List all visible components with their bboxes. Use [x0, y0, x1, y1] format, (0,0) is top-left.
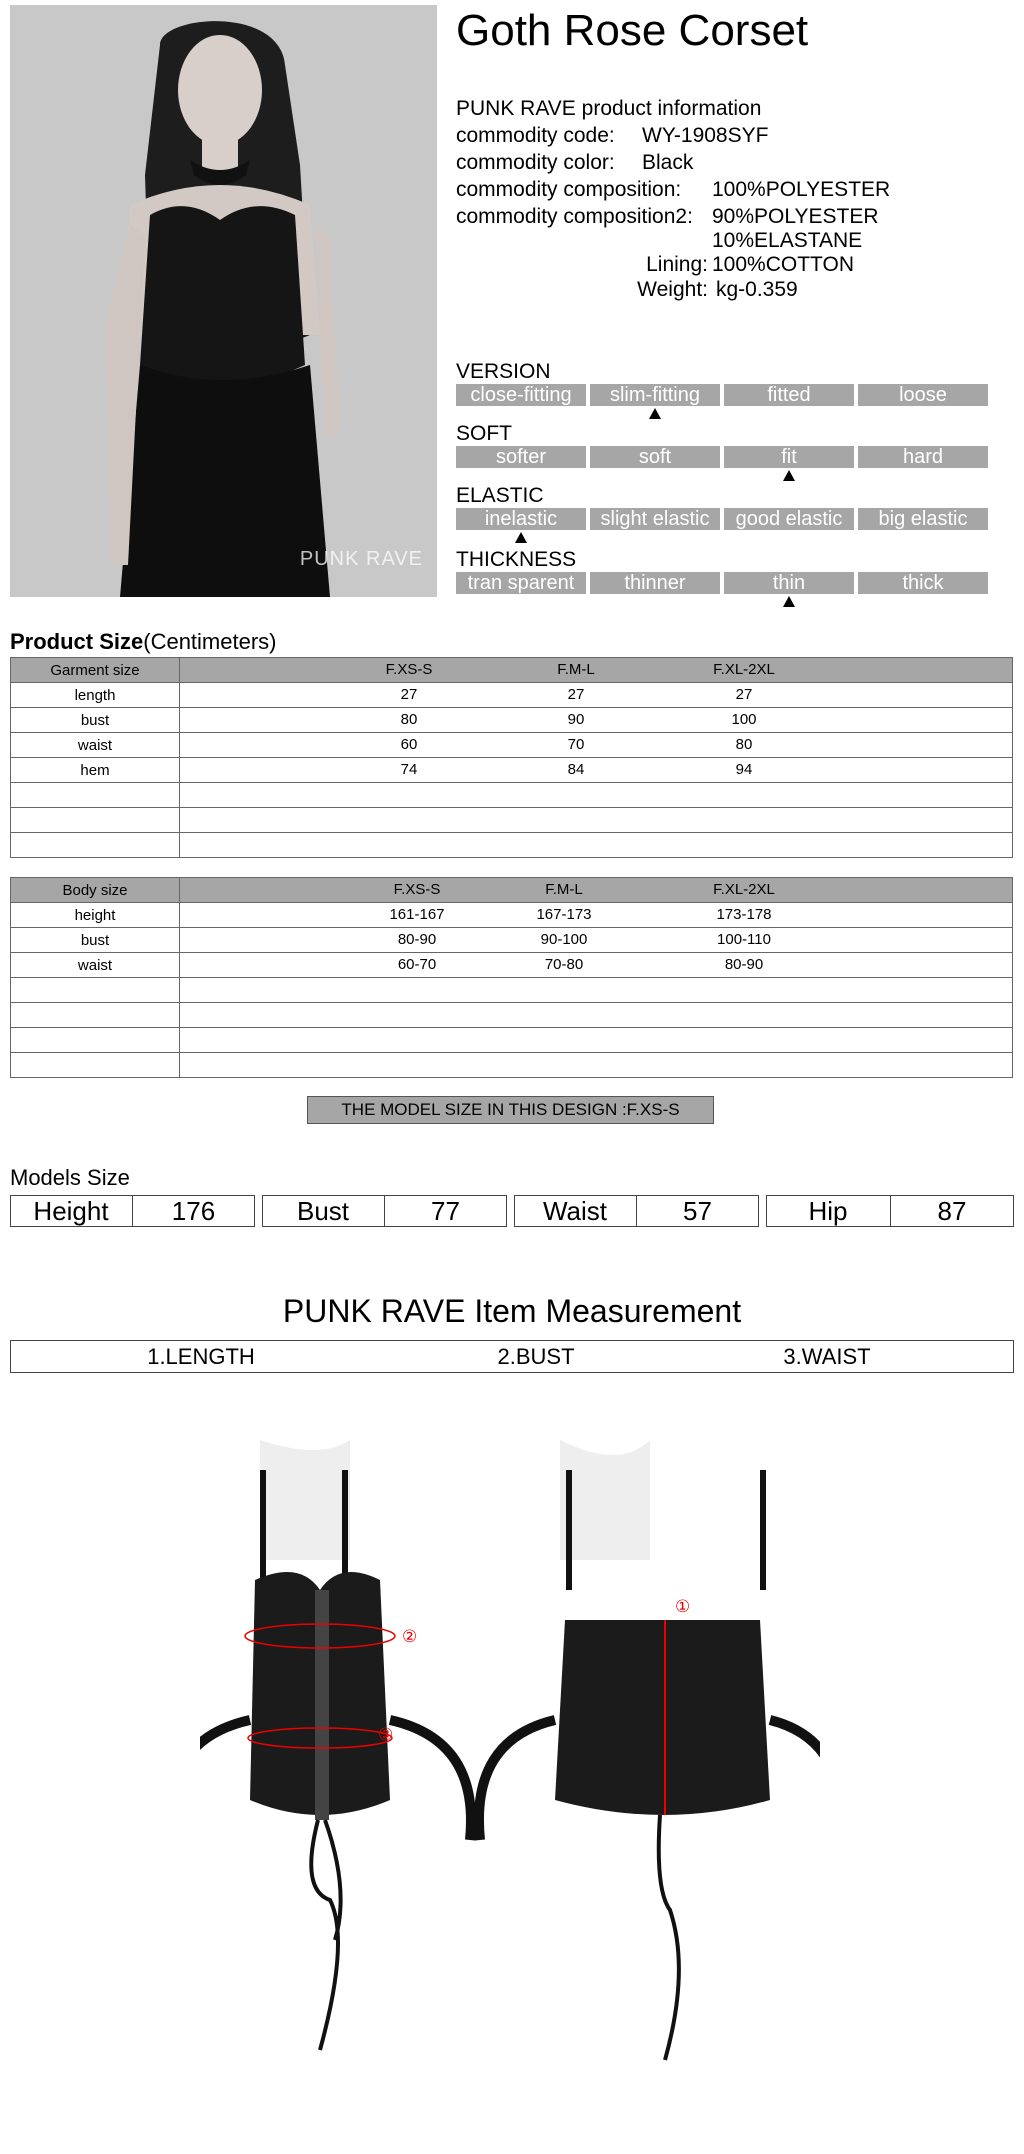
scale-option: hard	[858, 446, 988, 468]
table-row-empty	[11, 833, 1013, 858]
selected-marker-icon	[783, 596, 795, 607]
size-header: F.M-L	[557, 661, 595, 678]
scale-option: loose	[858, 384, 988, 406]
row-label: bust	[11, 928, 180, 953]
scale-option: thinner	[590, 572, 720, 594]
table-header-row	[11, 878, 1013, 903]
table-row: length 27 27 27	[11, 683, 1013, 708]
size-header: F.XS-S	[385, 661, 433, 678]
scale-soft	[456, 422, 990, 468]
table-row-empty	[11, 1053, 1013, 1078]
model-measure-height: Height 176	[10, 1195, 255, 1227]
product-size-heading	[10, 629, 277, 655]
row-label: waist	[11, 733, 180, 758]
scale-option: soft	[590, 446, 720, 468]
scale-option: thick	[858, 572, 988, 594]
selected-marker-icon	[515, 532, 527, 543]
table-row: height 161-167 167-173 173-178	[11, 903, 1013, 928]
measurement-legend	[10, 1340, 1014, 1373]
table-row: waist 60 70 80	[11, 733, 1013, 758]
model-measure-bust: Bust 77	[262, 1195, 507, 1227]
corset-front	[200, 1440, 471, 2050]
scale-option: thin	[724, 572, 854, 594]
size-header: F.XS-S	[393, 881, 441, 898]
size-header: F.M-L	[545, 881, 583, 898]
table-header-row	[11, 658, 1013, 683]
scale-title: SOFT	[456, 422, 512, 445]
garment-size-table	[10, 657, 1013, 858]
scale-elastic	[456, 484, 990, 530]
product-size-unit: (Centimeters)	[143, 629, 277, 654]
selected-marker-icon	[783, 470, 795, 481]
scale-option: slight elastic	[590, 508, 720, 530]
table-header-cell: Garment size	[11, 658, 180, 683]
model-size-note: THE MODEL SIZE IN THIS DESIGN :F.XS-S	[307, 1096, 714, 1124]
scale-title: ELASTIC	[456, 484, 544, 507]
models-size-row	[10, 1195, 1014, 1227]
table-row-empty	[11, 808, 1013, 833]
product-photo	[10, 5, 437, 597]
measurement-item: 1.LENGTH	[147, 1344, 255, 1369]
measurement-title: PUNK RAVE Item Measurement	[282, 1293, 742, 1329]
scale-option: softer	[456, 446, 586, 468]
scale-title: THICKNESS	[456, 548, 577, 571]
scale-option: inelastic	[456, 508, 586, 530]
row-label: hem	[11, 758, 180, 783]
marker-waist: ③	[378, 1725, 394, 1745]
measurement-item: 3.WAIST	[783, 1344, 871, 1369]
table-row-empty	[11, 1003, 1013, 1028]
table-row: hem 74 84 94	[11, 758, 1013, 783]
model-measure-waist: Waist 57	[514, 1195, 759, 1227]
product-size-label: Product Size	[10, 629, 144, 654]
product-title: Goth Rose Corset	[456, 6, 809, 55]
marker-length: ①	[675, 1597, 691, 1617]
scale-option: fitted	[724, 384, 854, 406]
scale-option: close-fitting	[456, 384, 586, 406]
model-measure-hip: Hip 87	[766, 1195, 1014, 1227]
scale-option: tran sparent	[456, 572, 586, 594]
table-header-cell: Body size	[11, 878, 180, 903]
scale-option: fit	[724, 446, 854, 468]
photo-watermark: PUNK RAVE	[299, 548, 423, 570]
corset-back	[479, 1440, 820, 2060]
model-illustration	[10, 5, 437, 597]
scale-option: good elastic	[724, 508, 854, 530]
body-size-table	[10, 877, 1013, 1078]
scale-title: VERSION	[456, 360, 551, 383]
row-label: height	[11, 903, 180, 928]
size-header: F.XL-2XL	[713, 661, 775, 678]
selected-marker-icon	[649, 408, 661, 419]
scale-thickness	[456, 548, 990, 594]
table-row: bust 80-90 90-100 100-110	[11, 928, 1013, 953]
row-label: bust	[11, 708, 180, 733]
table-row-empty	[11, 978, 1013, 1003]
garment-measurement-diagram	[200, 1440, 820, 2080]
table-row: bust 80 90 100	[11, 708, 1013, 733]
table-row-empty	[11, 1028, 1013, 1053]
row-label: length	[11, 683, 180, 708]
table-row: waist 60-70 70-80 80-90	[11, 953, 1013, 978]
models-size-label: Models Size	[10, 1165, 130, 1190]
measurement-item: 2.BUST	[497, 1344, 575, 1369]
row-label: waist	[11, 953, 180, 978]
size-header: F.XL-2XL	[713, 881, 775, 898]
scale-option: big elastic	[858, 508, 988, 530]
table-row-empty	[11, 783, 1013, 808]
scale-version	[456, 360, 990, 406]
scale-option: slim-fitting	[590, 384, 720, 406]
marker-bust: ②	[402, 1627, 418, 1647]
